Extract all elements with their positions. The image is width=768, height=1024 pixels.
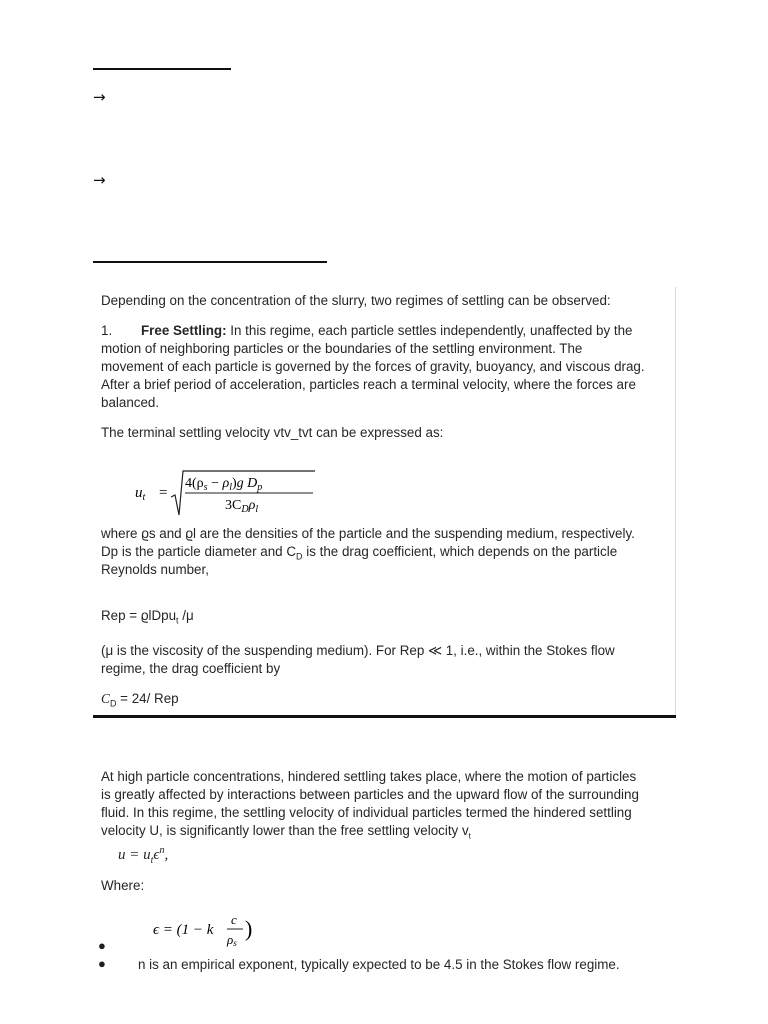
formula-denominator: $3C_D\rho_l$ xyxy=(225,498,259,515)
voidage-formula xyxy=(153,910,293,950)
terminal-velocity-formula xyxy=(135,467,335,517)
where-label: Where: xyxy=(101,878,145,893)
item-text-1: In this regime, each particle settles independently, unaffected by the xyxy=(226,323,633,338)
free-settling-bottom-rule xyxy=(93,715,676,718)
formula-eq: = xyxy=(159,485,168,501)
hindered-velocity-formula: $u = u_t\epsilon^n$, xyxy=(118,845,169,866)
hindered-line-2: is greatly affected by interactions between particles and the upward flow of the surrounding xyxy=(101,787,639,802)
svg-text:c: c xyxy=(231,912,237,927)
hindered-line-3: fluid. In this regime, the settling velocity of individual particles termed the hindered settling xyxy=(101,805,632,820)
item-text-4: After a brief period of acceleration, particles reach a terminal velocity, where the forces are xyxy=(101,377,636,392)
free-settling-section xyxy=(93,287,676,715)
svg-text:ϵ = (1 − k: ϵ = (1 − k xyxy=(153,922,214,938)
item-text-5: balanced. xyxy=(101,395,160,410)
terminal-velocity-text: The terminal settling velocity vtv_tvt can be expressed as: xyxy=(101,425,444,440)
item-text-2: motion of neighboring particles or the boundaries of the settling environment. The xyxy=(101,341,583,356)
middle-section-rule xyxy=(93,261,327,263)
exponent-text: n is an empirical exponent, typically expected to be 4.5 in the Stokes flow regime. xyxy=(138,957,620,972)
item-title: Free Settling: xyxy=(141,323,227,338)
bullet-empty: ● xyxy=(98,938,106,953)
arrow-bullet-2: → xyxy=(93,171,106,189)
item-number: 1. xyxy=(101,323,113,338)
hindered-line-4: velocity U, is significantly lower than the free settling velocity $v_t$ xyxy=(101,823,471,841)
bullet-exponent: ● xyxy=(98,956,106,971)
free-settling-item xyxy=(101,322,633,340)
formula-lhs: $u_t$ xyxy=(135,485,146,503)
formula-numerator: $4(\rho_s - \rho_l)g$ $D_p$ xyxy=(185,476,263,493)
intro-text: Depending on the concentration of the slurry, two regimes of settling can be observed: xyxy=(101,293,611,308)
svg-text:ρs: ρs xyxy=(227,932,237,948)
hindered-line-1: At high particle concentrations, hindered settling takes place, where the motion of particles xyxy=(101,769,637,784)
mu-line-1: (μ is the viscosity of the suspending medium). For Rep ≪ 1, i.e., within the Stokes flow xyxy=(101,643,615,658)
where-line-2: Dp is the particle diameter and $C_D$ is the drag coefficient, which depends on the particle xyxy=(101,544,618,562)
where-line-1: where ϱs and ϱl are the densities of the particle and the suspending medium, respectively. xyxy=(101,526,635,541)
arrow-bullet-1: → xyxy=(93,88,106,106)
mu-line-2: regime, the drag coefficient by xyxy=(101,661,281,676)
drag-coefficient-formula: $C_D = 24/$ Rep xyxy=(101,691,179,709)
where-line-3: Reynolds number, xyxy=(101,562,209,577)
item-text-3: movement of each particle is governed by the forces of gravity, buoyancy, and viscous drag. xyxy=(101,359,645,374)
reynolds-formula: Rep = ϱlDpu$_t$ /μ xyxy=(101,608,194,626)
top-section-rule xyxy=(93,68,231,70)
hindered-settling-section xyxy=(93,760,675,980)
svg-text:): ) xyxy=(245,916,253,941)
